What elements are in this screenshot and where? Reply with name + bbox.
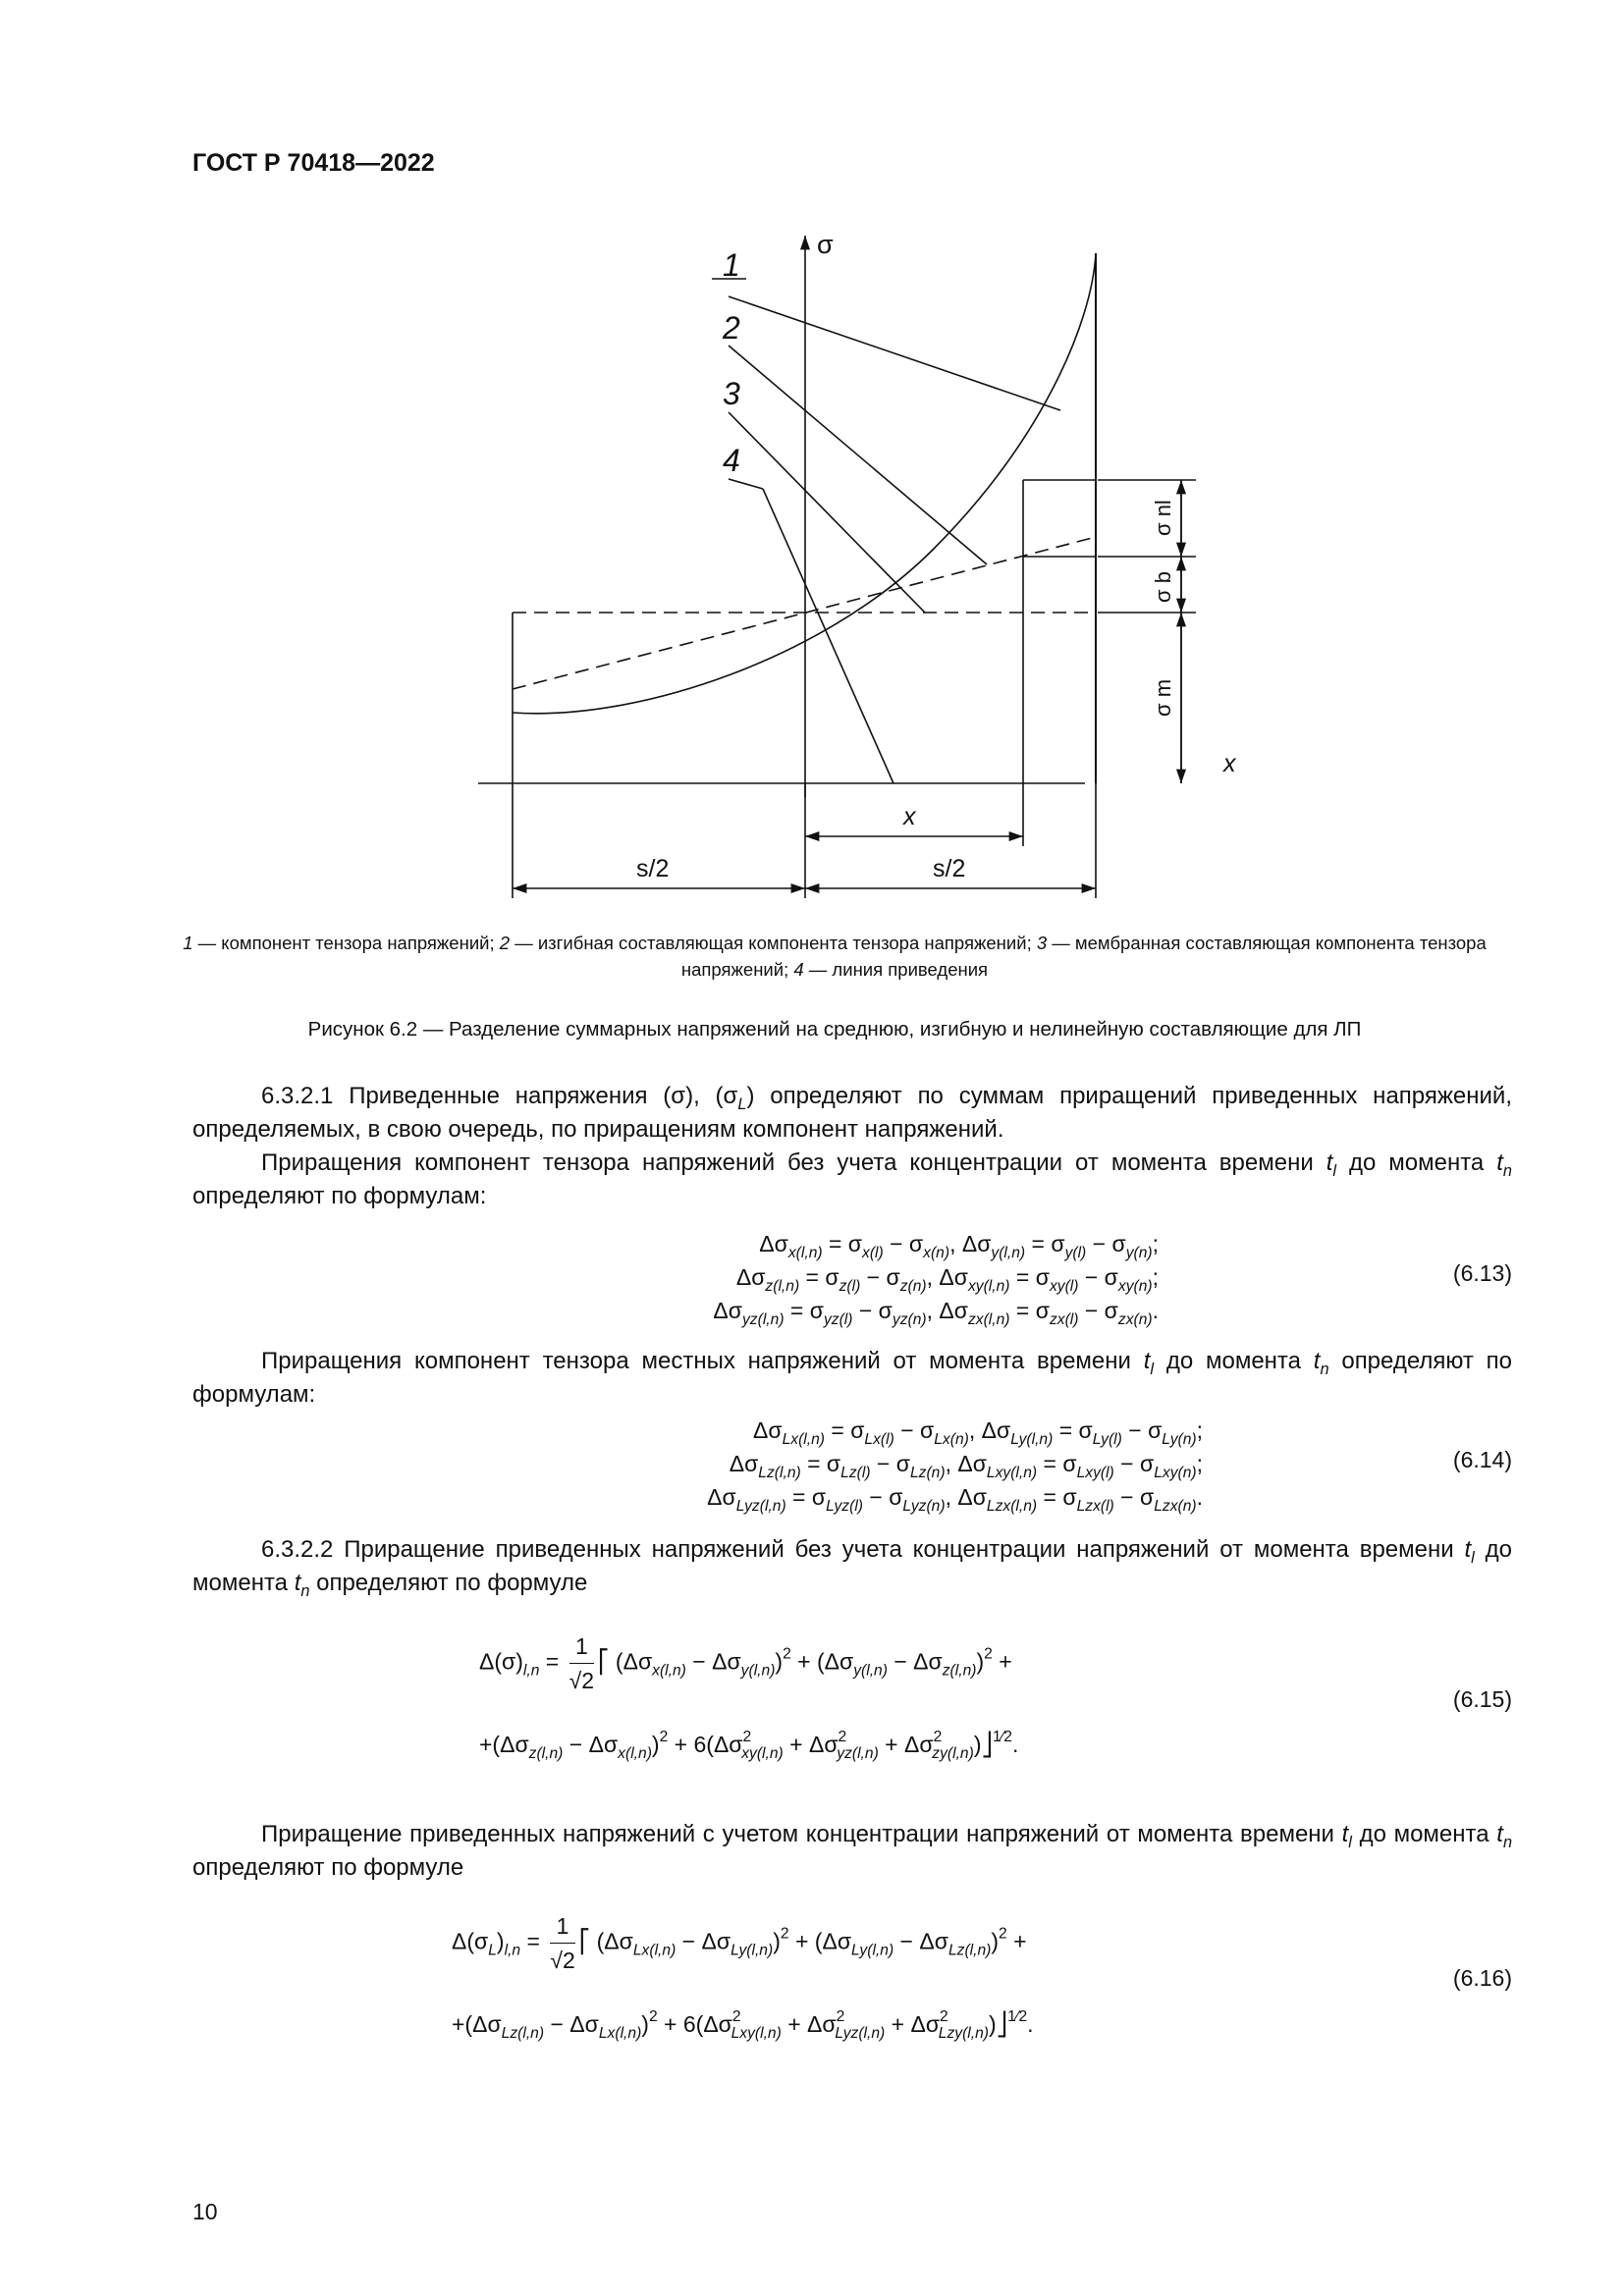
eq-6-13 [393, 1227, 1159, 1327]
para5-text-a: Приращение приведенных напряжений с учетом концентрации напряжений от момента времени [261, 1821, 1342, 1847]
para4-t1: t [1464, 1536, 1472, 1563]
para3-t1: t [1143, 1348, 1151, 1374]
para2-text-b: до момента [1336, 1149, 1497, 1176]
para3-sub-n: n [1320, 1361, 1329, 1379]
label-sigma-b: σ b [1151, 571, 1175, 603]
para4-t2: t [294, 1570, 301, 1596]
para2-sub-n: n [1502, 1162, 1512, 1181]
legend-num-3: 3 [1036, 933, 1048, 953]
eq-6-14-row-3: $\Delta\sigma_{Lyz(l,n)} = \sigma_{Lyz(l)} - \sigma_{Lyz(n)}$, $\Delta\sigma_{Lzx(l,n)} = \sigma_{Lzx(l)} - \sigma_{Lzx(n)}$. [707, 1484, 1203, 1515]
leader-label-4: 4 [723, 443, 740, 478]
leader-3 [729, 412, 925, 613]
paragraph-concentration-intro [192, 1818, 1512, 1885]
eq-6-14-row-2: $\Delta\sigma_{Lz(l,n)} = \sigma_{Lz(l)} - \sigma_{Lz(n)}$, $\Delta\sigma_{Lxy(l,n)} = \sigma_{Lxy(l)} - \sigma_{Lxy(n)}$; [729, 1451, 1203, 1481]
para2-t2: t [1496, 1149, 1503, 1176]
para3-text-b: до момента [1154, 1348, 1314, 1374]
para5-text-c: определяют по формуле [192, 1854, 464, 1881]
legend-num-2: 2 [499, 933, 511, 953]
paragraph-6-3-2-1 [192, 1080, 1512, 1147]
para2-sub-l: l [1332, 1162, 1336, 1181]
eq-6-13-row-1: $\Delta\sigma_{x(l,n)} = \sigma_{x(l)} - \sigma_{x(n)}$, $\Delta\sigma_{y(l,n)} = \sigma_{y(l)} - \sigma_{y(n)}$; [759, 1231, 1159, 1261]
para1-text-a: 6.3.2.1 Приведенные напряжения (σ), (σ [261, 1083, 738, 1109]
leader-label-2: 2 [723, 310, 740, 346]
eq-6-13-row-2: $\Delta\sigma_{z(l,n)} = \sigma_{z(l)} - \sigma_{z(n)}$, $\Delta\sigma_{xy(l,n)} = \sigma_{xy(l)} - \sigma_{xy(n)}$; [735, 1264, 1159, 1295]
eq-6-15-line-2: $+(\Delta\sigma_{z(l,n)} - \Delta\sigma_{x(l,n)})^2 + 6(\Delta\sigma^2_{xy(l,n)} + \Delta\sigma^2_{yz(l,n)}$ + $\Delta\sigma^2_{zy(l,n)})⎦^{1⁄2}$. [479, 1729, 1019, 1762]
eq-6-14-number: (6.14) [1452, 1447, 1512, 1472]
stress-decomposition-diagram [0, 0, 1624, 913]
para2-t1: t [1326, 1149, 1333, 1176]
para5-text-b: до момента [1351, 1821, 1497, 1847]
paragraph-6-3-2-2 [192, 1533, 1512, 1600]
figure-legend [157, 930, 1512, 983]
para1-text-c: ) определяют по суммам приращений приведенных напряжений, определяемых, в свою очередь, по приращениям компонент напряжений. [192, 1083, 1512, 1143]
para3-text-a: Приращения компонент тензора местных напряжений от момента времени [261, 1348, 1144, 1374]
legend-text-2: — изгибная составляющая компонента тензора напряжений; [510, 933, 1037, 953]
para3-text-c: определяют по формулам: [192, 1348, 1513, 1408]
label-sigma-axis: σ [817, 230, 834, 259]
page-number: 10 [192, 2199, 218, 2224]
eq-6-16-number: (6.16) [1452, 1965, 1512, 1991]
legend-num-4: 4 [793, 959, 804, 980]
para4-sub-n: n [300, 1582, 310, 1601]
eq-6-16-line-1: $\Delta(\sigma_L)_{l,n}$ = $\frac{1}{√2}$ ⎡ $(\Delta\sigma_{Lx(l,n)} - \Delta\sigma_{Ly(l,n)})^2 + (\Delta\sigma_{Ly(l,n)} - \Delta\sigma_{Lz(l,n)})^2$ + [452, 1909, 1027, 1977]
para5-sub-l: l [1348, 1834, 1352, 1852]
legend-text-1: — компонент тензора напряжений; [192, 933, 500, 953]
leader-label-1: 1 [723, 247, 740, 283]
eq-6-15-number: (6.15) [1452, 1686, 1512, 1712]
legend-text-4: — линия приведения [803, 959, 989, 980]
paragraph-increments-intro [192, 1147, 1512, 1213]
label-s2-right: s/2 [933, 855, 966, 882]
para2-text-c: определяют по формулам: [192, 1183, 487, 1209]
label-s2-left: s/2 [636, 855, 670, 882]
label-x-axis: x [1223, 750, 1236, 777]
para1-sub: L [737, 1095, 747, 1114]
leader-4 [729, 479, 763, 489]
figure-caption: Рисунок 6.2 — Разделение суммарных напряжений на среднюю, изгибную и нелинейную составляющие для ЛП [307, 1018, 1362, 1041]
label-x-dim: x [903, 803, 916, 830]
para3-t2: t [1313, 1348, 1321, 1374]
label-sigma-m: σ m [1151, 678, 1175, 717]
para5-t1: t [1341, 1821, 1349, 1847]
para3-sub-l: l [1150, 1361, 1155, 1379]
label-sigma-nl: σ nl [1151, 500, 1175, 536]
linearization-line [763, 489, 893, 783]
para4-sub-l: l [1471, 1549, 1475, 1568]
para2-text-a: Приращения компонент тензора напряжений без учета концентрации от момента времени [261, 1149, 1326, 1176]
eq-6-15-line-1: $\Delta(\sigma)_{l,n}$ = $\frac{1}{√2}$ ⎡ $(\Delta\sigma_{x(l,n)} - \Delta\sigma_{y(l,n)})^2 + (\Delta\sigma_{y(l,n)} - \Delta\sigma_{z(l,n)})^2$ + [479, 1629, 1012, 1697]
paragraph-local-increments-intro [192, 1345, 1512, 1412]
leader-2 [729, 346, 987, 564]
legend-text-3: — мембранная составляющая компонента тензора напряжений; [680, 933, 1487, 980]
legend-num-1: 1 [183, 933, 193, 953]
eq-6-13-number: (6.13) [1452, 1260, 1512, 1286]
eq-6-13-row-3: $\Delta\sigma_{yz(l,n)} = \sigma_{yz(l)} - \sigma_{yz(n)}$, $\Delta\sigma_{zx(l,n)} = \sigma_{zx(l)} - \sigma_{zx(n)}$. [713, 1298, 1159, 1328]
eq-6-14 [373, 1414, 1203, 1514]
para5-sub-n: n [1502, 1834, 1513, 1852]
eq-6-14-row-1: $\Delta\sigma_{Lx(l,n)} = \sigma_{Lx(l)} - \sigma_{Lx(n)}$, $\Delta\sigma_{Ly(l,n)} = \sigma_{Ly(l)} - \sigma_{Ly(n)}$; [753, 1417, 1203, 1448]
para5-t2: t [1496, 1821, 1503, 1847]
document-code-header: ГОСТ Р 70418—2022 [192, 149, 435, 177]
para4-text-b: до момента [192, 1536, 1512, 1596]
leader-1 [729, 296, 1060, 410]
leader-label-3: 3 [723, 376, 740, 411]
para4-text-c: определяют по формуле [309, 1570, 588, 1596]
para4-text-a: 6.3.2.2 Приращение приведенных напряжений без учета концентрации напряжений от момента времени [261, 1536, 1465, 1563]
eq-6-16-line-2: $+(\Delta\sigma_{Lz(l,n)} - \Delta\sigma_{Lx(l,n)})^2 + 6(\Delta\sigma^2_{Lxy(l,n)} + \Delta\sigma^2_{Lyz(l,n)}$ + $\Delta\sigma^2_{Lzy(l,n)})⎦^{1⁄2}$. [452, 2008, 1034, 2042]
